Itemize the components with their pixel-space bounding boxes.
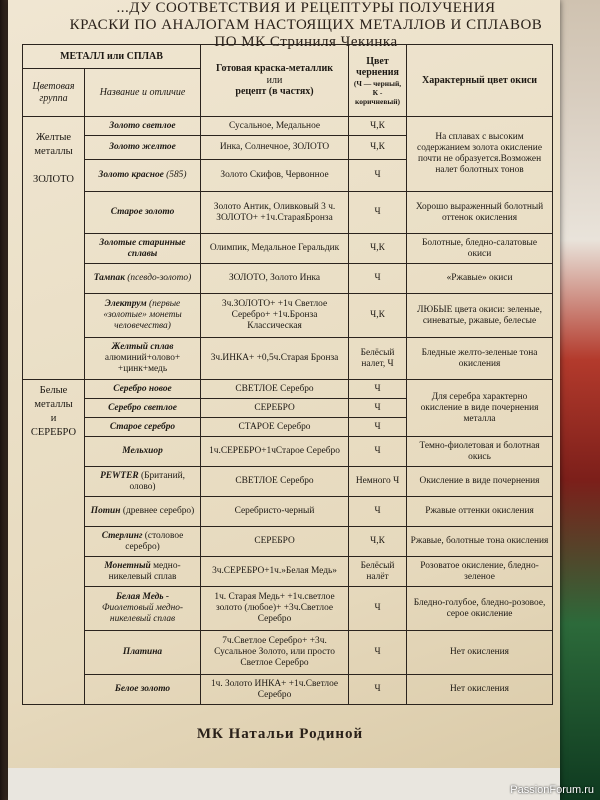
row-name: Желтый сплав алюминий+олово+ +цинк+медь (85, 338, 201, 380)
row-blackening: Ч (349, 675, 407, 705)
row-recipe: 7ч.Светлое Серебро+ +3ч. Сусальное Золото, или просто Светлое Серебро (201, 631, 349, 675)
row-blackening: Ч,К (349, 234, 407, 264)
row-blackening: Ч (349, 587, 407, 631)
row-recipe: Олимпик, Медальное Геральдик (201, 234, 349, 264)
row-oxide: На сплавах с высоким содержанием золота окисление почти не образуется.Возможен налет болотных тонов (407, 117, 553, 192)
row-recipe: Серебристо-черный (201, 497, 349, 527)
row-oxide: Ржавые оттенки окисления (407, 497, 553, 527)
header-metal: МЕТАЛЛ или СПЛАВ (23, 45, 201, 69)
row-name: Стерлинг (столовое серебро) (85, 527, 201, 557)
header-blackening (349, 45, 407, 117)
row-recipe: СТАРОЕ Серебро (201, 418, 349, 437)
row-recipe: ЗОЛОТО, Золото Инка (201, 264, 349, 294)
row-recipe: Золото Скифов, Червонное (201, 160, 349, 192)
row-blackening: Ч,К (349, 294, 407, 338)
title-line-3: ПО МК Стриниля Чекинка (214, 34, 398, 50)
header-blackening-note: (Ч — черный, К - коричневый) (353, 78, 402, 106)
background-table-surface (8, 768, 560, 800)
row-blackening: Ч (349, 631, 407, 675)
row-name: Белое золото (85, 675, 201, 705)
row-name: Старое золото (85, 192, 201, 234)
row-blackening: Ч (349, 160, 407, 192)
group-white-silver: СЕРЕБРО (30, 427, 77, 438)
header-recipe (201, 45, 349, 117)
row-name: Золото красное (585) (85, 160, 201, 192)
row-name: Старое серебро (85, 418, 201, 437)
row-blackening: Ч (349, 497, 407, 527)
row-oxide: «Ржавые» окиси (407, 264, 553, 294)
row-oxide: Бледные желто-зеленые тона окисления (407, 338, 553, 380)
header-recipe-label: рецепт (в частях) (235, 86, 314, 98)
row-name: Золото желтое (85, 136, 201, 160)
header-oxide: Характерный цвет окиси (407, 45, 553, 117)
row-name: Белая Медь - Фиолетовый медно-никелевый сплав (85, 587, 201, 631)
row-recipe: Сусальное, Медальное (201, 117, 349, 136)
row-name: Золото светлое (85, 117, 201, 136)
row-name: Платина (85, 631, 201, 675)
header-blackening-label: Цвет чернения (356, 55, 399, 78)
row-recipe: 1ч. Старая Медь+ +1ч.светлое золото (любое)+ +3ч.Светлое Серебро (201, 587, 349, 631)
row-recipe: СЕРЕБРО (201, 527, 349, 557)
group-yellow-label: Желтые металлы (34, 132, 73, 157)
header-name-diff: Название и отличие (85, 69, 201, 117)
row-oxide: Нет окисления (407, 675, 553, 705)
row-recipe: СВЕТЛОЕ Серебро (201, 380, 349, 399)
row-oxide: Болотные, бледно-салатовые окиси (407, 234, 553, 264)
row-blackening: Ч (349, 418, 407, 437)
row-blackening: Белёсый налёт (349, 557, 407, 587)
title-line-2: КРАСКИ ПО АНАЛОГАМ НАСТОЯЩИХ МЕТАЛЛОВ И СПЛАВОВ (69, 17, 543, 33)
row-oxide: ЛЮБЫЕ цвета окиси: зеленые, синеватые, ржавые, белесые (407, 294, 553, 338)
title-line-1: ...ДУ СООТВЕТСТВИЯ И РЕЦЕПТУРЫ ПОЛУЧЕНИЯ (116, 0, 496, 16)
row-blackening: Ч (349, 437, 407, 467)
row-oxide: Ржавые, болотные тона окисления (407, 527, 553, 557)
row-blackening: Белёсый налет, Ч (349, 338, 407, 380)
row-oxide: Нет окисления (407, 631, 553, 675)
row-blackening: Ч (349, 399, 407, 418)
row-name: PEWTER (Британий, олово) (85, 467, 201, 497)
group-yellow (23, 117, 85, 380)
row-name: Золотые старинные сплавы (85, 234, 201, 264)
row-recipe: СЕРЕБРО (201, 399, 349, 418)
row-recipe: 3ч.ИНКА+ +0,5ч.Старая Бронза (201, 338, 349, 380)
document-footer: МК Натальи Родиной (196, 726, 364, 742)
row-recipe: Инка, Солнечное, ЗОЛОТО (201, 136, 349, 160)
group-white-label: Белые металлы (34, 385, 73, 410)
row-blackening: Ч (349, 380, 407, 399)
row-blackening: Ч (349, 192, 407, 234)
row-oxide: Хорошо выраженный болотный оттенок окисления (407, 192, 553, 234)
row-name: Электрум (первые «золотые» монеты человечества) (85, 294, 201, 338)
row-recipe: 1ч. Золото ИНКА+ +1ч.Светлое Серебро (201, 675, 349, 705)
group-white (23, 380, 85, 705)
row-blackening: Ч,К (349, 527, 407, 557)
group-yellow-gold: ЗОЛОТО (33, 174, 74, 185)
row-blackening: Ч,К (349, 136, 407, 160)
row-name: Серебро светлое (85, 399, 201, 418)
row-recipe: 1ч.СЕРЕБРО+1чСтарое Серебро (201, 437, 349, 467)
metals-table (22, 44, 553, 705)
row-name: Серебро новое (85, 380, 201, 399)
row-recipe: СВЕТЛОЕ Серебро (201, 467, 349, 497)
row-name: Монетный медно-никелевый сплав (85, 557, 201, 587)
row-oxide: Окисление в виде почернения (407, 467, 553, 497)
row-recipe: Золото Антик, Оливковый 3 ч. ЗОЛОТО+ +1ч.СтараяБронза (201, 192, 349, 234)
row-name: Потин (древнее серебро) (85, 497, 201, 527)
row-name: Мельхиор (85, 437, 201, 467)
row-recipe: 3ч.ЗОЛОТО+ +1ч Светлое Серебро+ +1ч.Бронза Классическая (201, 294, 349, 338)
row-oxide: Для серебра характерно окисление в виде почернения металла (407, 380, 553, 437)
row-oxide: Бледно-голубое, бледно-розовое, серое окисление (407, 587, 553, 631)
site-watermark: PassionForum.ru (510, 784, 594, 796)
header-or: или (266, 74, 283, 86)
row-oxide: Темно-фиолетовая и болотная окись (407, 437, 553, 467)
header-ready-paint: Готовая краска-металлик (216, 63, 334, 75)
group-white-and: и (50, 413, 57, 424)
row-oxide: Розоватое окисление, бледно-зеленое (407, 557, 553, 587)
row-blackening: Ч (349, 264, 407, 294)
row-recipe: 3ч.СЕРЕБРО+1ч.»Белая Медь» (201, 557, 349, 587)
row-blackening: Немного Ч (349, 467, 407, 497)
row-name: Тампак (псевдо-золото) (85, 264, 201, 294)
header-color-group: Цветовая группа (23, 69, 85, 117)
row-blackening: Ч,К (349, 117, 407, 136)
